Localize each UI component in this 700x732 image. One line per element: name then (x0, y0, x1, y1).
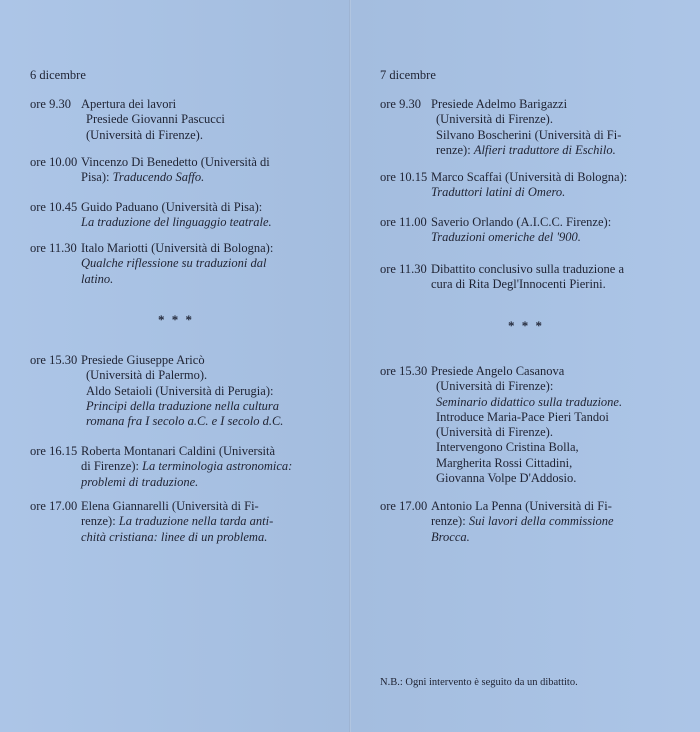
speaker-text: di Firenze): (81, 459, 143, 474)
entry-line: Presiede Giuseppe Aricò (81, 353, 205, 367)
schedule-entry (30, 155, 320, 186)
schedule-entry (380, 215, 666, 246)
entry-time: ore 9.30 (380, 97, 421, 111)
entry-line: Presiede Adelmo Barigazzi (431, 97, 568, 111)
entry-line (81, 514, 320, 529)
entry-line (431, 230, 666, 245)
entry-body (431, 364, 666, 486)
entry-line: Guido Paduano (Università di Pisa): (81, 200, 263, 214)
session-separator: * * * (158, 312, 194, 327)
speaker-text: renze): (436, 142, 474, 157)
entry-body (431, 215, 666, 246)
entry-line (431, 514, 666, 529)
entry-time: ore 15.30 (30, 353, 78, 367)
entry-line: cura di Rita Degl'Innocenti Pierini. (431, 277, 606, 292)
talk-title: Brocca. (431, 529, 470, 544)
entry-body (431, 499, 666, 545)
entry-body (431, 170, 666, 201)
entry-line: (Università di Firenze). (436, 425, 553, 440)
entry-body (431, 97, 666, 158)
entry-body (81, 241, 320, 287)
entry-body (81, 444, 320, 490)
speaker-text: renze): (81, 514, 119, 529)
talk-title: latino. (81, 271, 114, 286)
talk-title: romana fra I secolo a.C. e I secolo d.C. (86, 414, 284, 429)
entry-time: ore 10.00 (30, 155, 78, 169)
entry-body (81, 499, 320, 545)
schedule-entry (380, 97, 666, 158)
entry-line (81, 256, 320, 271)
talk-title: Principi della traduzione nella cultura (86, 398, 280, 413)
schedule-entry (380, 499, 666, 545)
entry-line: Introduce Maria-Pace Pieri Tandoi (436, 409, 609, 424)
entry-time: ore 9.30 (30, 97, 71, 111)
entry-time: ore 17.00 (30, 499, 78, 513)
talk-title: Traducendo Saffo. (112, 170, 205, 185)
schedule-entry (30, 241, 320, 287)
entry-line (81, 475, 320, 490)
entry-line: Apertura dei lavori (81, 97, 177, 111)
speaker-text: Pisa): (81, 170, 113, 185)
schedule-entry (30, 200, 320, 231)
entry-line: Aldo Setaioli (Università di Perugia): (86, 383, 274, 398)
entry-line: (Università di Firenze): (436, 379, 554, 394)
entry-time: ore 15.30 (380, 364, 428, 378)
entry-line: Italo Mariotti (Università di Bologna): (81, 241, 274, 255)
entry-body (81, 353, 320, 429)
entry-line: (Università di Palermo). (86, 368, 208, 383)
entry-line: Elena Giannarelli (Università di Fi- (81, 499, 259, 513)
talk-title: Sui lavori della commissione (468, 514, 614, 529)
talk-title: La traduzione del linguaggio teatrale. (81, 215, 272, 230)
entry-time: ore 10.45 (30, 200, 78, 214)
speaker-text: renze): (431, 514, 469, 529)
entry-line (431, 395, 666, 410)
entry-body (81, 200, 320, 231)
entry-time: ore 10.15 (380, 170, 428, 184)
entry-line: (Università di Firenze). (86, 127, 203, 142)
schedule-entry (380, 262, 666, 293)
entry-time: ore 11.30 (380, 262, 427, 276)
entry-line: Marco Scaffai (Università di Bologna): (431, 170, 628, 184)
entry-line: Presiede Giovanni Pascucci (86, 112, 225, 127)
schedule-entry (30, 444, 320, 490)
talk-title: Traduttori latini di Omero. (431, 185, 566, 200)
entry-line (81, 459, 320, 474)
schedule-entry (30, 499, 320, 545)
talk-title: La traduzione nella tarda anti- (118, 514, 274, 529)
entry-time: ore 11.00 (380, 215, 427, 229)
page-fold (349, 0, 351, 732)
entry-line (81, 272, 320, 287)
entry-line: Vincenzo Di Benedetto (Università di (81, 155, 270, 169)
schedule-entry (30, 97, 320, 143)
entry-line: Intervengono Cristina Bolla, (436, 440, 579, 455)
entry-line (431, 143, 666, 158)
entry-body (81, 97, 320, 143)
schedule-entry (30, 353, 320, 429)
day-heading-7: 7 dicembre (380, 68, 436, 82)
entry-line: (Università di Firenze). (436, 112, 553, 127)
entry-line: Silvano Boscherini (Università di Fi- (436, 127, 622, 142)
talk-title: problemi di traduzione. (81, 474, 199, 489)
talk-title: Seminario didattico sulla traduzione. (436, 394, 623, 409)
entry-line (81, 414, 320, 429)
entry-time: ore 17.00 (380, 499, 428, 513)
entry-time: ore 16.15 (30, 444, 78, 458)
day-heading-6: 6 dicembre (30, 68, 86, 82)
entry-line (431, 530, 666, 545)
talk-title: Alfieri traduttore di Eschilo. (473, 142, 616, 157)
schedule-entry (380, 170, 666, 201)
footnote: N.B.: Ogni intervento è seguito da un dibattito. (380, 677, 578, 688)
entry-line (431, 185, 666, 200)
entry-time: ore 11.30 (30, 241, 77, 255)
entry-line: Saverio Orlando (A.I.C.C. Firenze): (431, 215, 612, 229)
talk-title: chità cristiana: linee di un problema. (81, 529, 268, 544)
entry-line (81, 215, 320, 230)
entry-line: Presiede Angelo Casanova (431, 364, 565, 378)
entry-line (81, 530, 320, 545)
talk-title: La terminologia astronomica: (142, 459, 293, 474)
entry-line (81, 170, 320, 185)
entry-line: Antonio La Penna (Università di Fi- (431, 499, 612, 513)
talk-title: Qualche riflessione su traduzioni dal (81, 256, 267, 271)
entry-line (81, 399, 320, 414)
session-separator: * * * (508, 318, 544, 333)
entry-line: Giovanna Volpe D'Addosio. (436, 471, 577, 486)
entry-body (81, 155, 320, 186)
schedule-entry (380, 364, 666, 486)
entry-line: Margherita Rossi Cittadini, (436, 455, 573, 470)
entry-line: Dibattito conclusivo sulla traduzione a (431, 262, 625, 276)
entry-body (431, 262, 666, 293)
talk-title: Traduzioni omeriche del '900. (431, 230, 581, 245)
entry-line: Roberta Montanari Caldini (Università (81, 444, 276, 458)
